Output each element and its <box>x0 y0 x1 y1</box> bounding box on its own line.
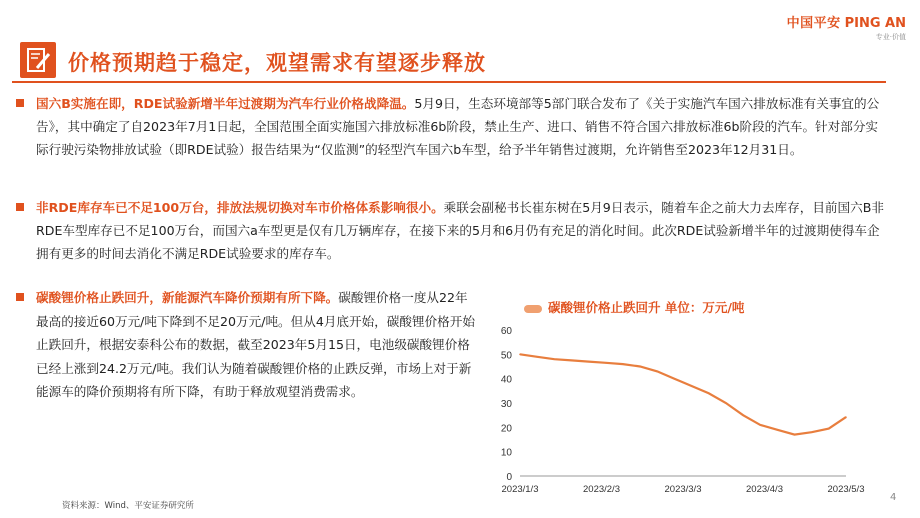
chart-plot <box>486 294 866 498</box>
data-point <box>554 358 556 360</box>
data-point <box>519 354 521 356</box>
legend-line-icon <box>524 305 542 313</box>
paragraph-1-body: 5月9日，生态环境部等5部门联合发布了《关于实施汽车国六排放标准有关事宜的公告》，其中确定了自2023年7月1日起，全国范围全面实施国六排放标准6b阶段，禁止生产、进口、销售不符合国六排放标准6b阶段的汽车。针对部分实际行驶污染物排放试验（即RDE试验）报告结果为“仅监测”的轻型汽车国六b车型，给予半年销售过渡期，允许销售至2023年12月31日。 <box>36 96 880 157</box>
logo-cn-text: 中国平安 <box>786 16 841 31</box>
source-note: 资料来源：Wind、平安证券研究所 <box>62 501 194 511</box>
bullet-square-icon <box>16 203 24 211</box>
data-point <box>708 392 710 394</box>
paragraph-1 <box>36 92 884 161</box>
data-point <box>794 434 796 436</box>
data-point <box>536 356 538 358</box>
y-tick-label: 0 <box>506 472 512 483</box>
logo-tagline: 专业·价值 <box>875 33 906 41</box>
data-point <box>759 424 761 426</box>
y-tick-label: 40 <box>500 374 512 386</box>
x-tick-label: 2023/2/3 <box>583 484 620 495</box>
paragraph-2-body: 乘联会副秘书长崔东树在5月9日表示，随着车企之前大力去库存，目前国六B非RDE车型库存已不足100万台，而国六a车型更是仅有几万辆库存，在接下来的5月和6月仍有充足的消化时间。此次RDE试验新增半年的过渡期使得车企拥有更多的时间去消化不满足RDE试验要求的库存车。 <box>36 200 884 261</box>
paragraph-2-highlight: 非RDE库存车已不足100万台，排放法规切换对车市价格体系影响很小。 <box>36 200 444 215</box>
lithium-price-chart <box>486 294 866 498</box>
data-point <box>639 366 641 368</box>
page-title: 价格预期趋于稳定，观望需求有望逐步释放 <box>68 51 486 75</box>
bullet-square-icon <box>16 293 24 301</box>
paragraph-3-body: 碳酸锂价格一度从22年最高的接近60万元/吨下降到不足20万元/吨。但从4月底开始，碳酸锂价格开始止跌回升，根据安泰科公布的数据，截至2023年5月15日，电池级碳酸锂价格已经上涨到24.2万元/吨。我们认为随着碳酸锂价格的止跌反弹，市场上对于新能源车的降价预期将有所下降，有助于释放观望消费需求。 <box>36 290 475 399</box>
data-point <box>828 428 830 430</box>
data-point <box>656 371 658 373</box>
paragraph-2 <box>36 196 884 265</box>
x-tick-label: 2023/5/3 <box>827 484 865 495</box>
title-bar <box>12 42 886 80</box>
x-tick-label: 2023/3/3 <box>664 484 702 495</box>
y-tick-label: 10 <box>500 447 512 459</box>
paragraph-3-highlight: 碳酸锂价格止跌回升，新能源汽车降价预期有所下降。 <box>36 290 339 305</box>
y-tick-label: 50 <box>500 350 512 362</box>
data-point <box>742 414 744 416</box>
price-line-series <box>520 354 846 434</box>
data-point <box>588 361 590 363</box>
x-tick-label: 2023/1/3 <box>501 484 539 495</box>
data-point <box>571 360 573 362</box>
data-point <box>691 385 693 387</box>
y-tick-label: 60 <box>500 326 512 337</box>
chart-title: 碳酸锂价格止跌回升 单位：万元/吨 <box>548 300 745 315</box>
paragraph-1-highlight: 国六B实施在即，RDE试验新增半年过渡期为汽车行业价格战降温。 <box>36 96 415 111</box>
y-tick-label: 20 <box>500 423 512 435</box>
logo-en-text: PING AN <box>844 16 906 31</box>
data-point <box>811 431 813 433</box>
y-tick-label: 30 <box>500 399 512 410</box>
data-point <box>605 362 607 364</box>
data-point <box>845 416 847 418</box>
bullet-square-icon <box>16 99 24 107</box>
data-point <box>777 429 779 431</box>
data-point <box>725 402 727 404</box>
pingan-logo <box>787 12 906 42</box>
data-point <box>674 378 676 380</box>
chart-legend <box>524 298 744 316</box>
page-number: 4 <box>890 492 897 503</box>
x-tick-label: 2023/4/3 <box>746 484 783 495</box>
title-divider <box>12 81 886 83</box>
edit-icon <box>20 42 56 78</box>
data-point <box>622 363 624 365</box>
paragraph-3 <box>36 286 476 404</box>
